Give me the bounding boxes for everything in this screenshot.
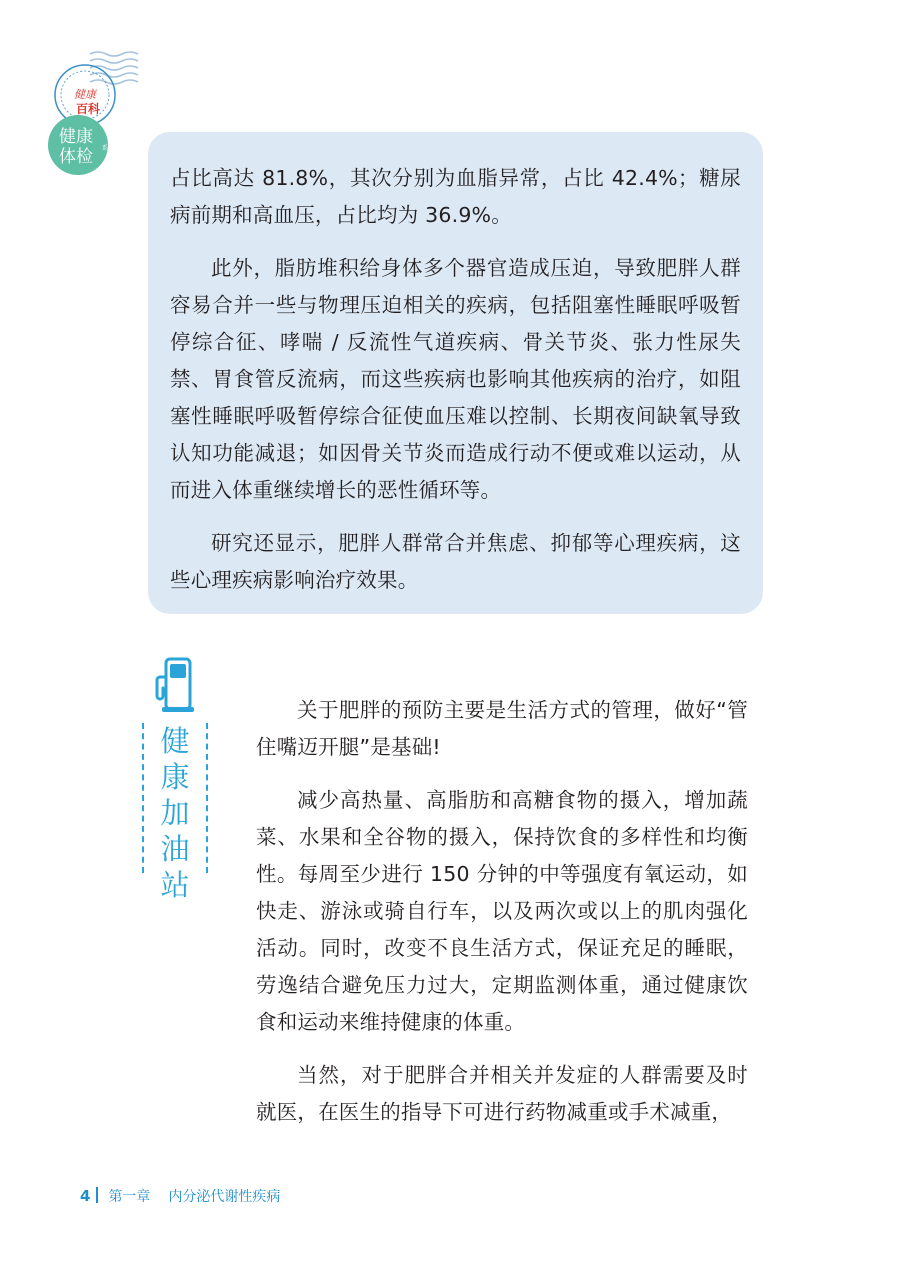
main-text bbox=[256, 692, 748, 1131]
logo-sub-text: 体检 bbox=[59, 147, 93, 167]
title-char: 健 bbox=[160, 724, 190, 758]
main-paragraph-1: 关于肥胖的预防主要是生活方式的管理，做好“管住嘴迈开腿”是基础! bbox=[256, 698, 748, 759]
stamp-text-a: 健康 bbox=[74, 88, 96, 101]
info-paragraph-1: 占比高达 81.8%，其次分别为血脂异常，占比 42.4%；糖尿病前期和高血压，占比均为 36.9%。 bbox=[170, 166, 741, 227]
stamp-logo-icon bbox=[40, 40, 150, 185]
footer-divider bbox=[96, 1187, 98, 1203]
info-box bbox=[148, 132, 763, 614]
chapter-number: 第一章 bbox=[108, 1189, 151, 1205]
info-paragraph-2: 此外，脂肪堆积给身体多个器官造成压迫，导致肥胖人群容易合并一些与物理压迫相关的疾病，包括阻塞性睡眠呼吸暂停综合征、哮喘 / 反流性气道疾病、骨关节炎、张力性尿失禁、胃食管反流病，而这些疾病也影响其他疾病的治疗，如阻塞性睡眠呼吸暂停综合征使血压难以控制、长期夜间缺氧导致认知功能减退；如因骨关节炎而造成行动不便或难以运动，从而进入体重继续增长的恶性循环等。 bbox=[170, 256, 741, 502]
stamp-text-b: 百科 bbox=[75, 102, 101, 116]
title-char: 加 bbox=[160, 796, 190, 830]
title-char: 康 bbox=[160, 760, 190, 794]
vertical-title bbox=[142, 723, 208, 902]
info-paragraph-3: 研究还显示，肥胖人群常合并焦虑、抑郁等心理疾病，这些心理疾病影响治疗效果。 bbox=[170, 531, 741, 592]
title-char: 油 bbox=[160, 832, 190, 866]
main-paragraph-2: 减少高热量、高脂肪和高糖食物的摄入，增加蔬菜、水果和全谷物的摄入，保持饮食的多样性和均衡性。每周至少进行 150 分钟的中等强度有氧运动，如快走、游泳或骑自行车，以及两次或以上的肌肉强化活动。同时，改变不良生活方式，保证充足的睡眠，劳逸结合避免压力过大，定期监测体重，通过健康饮食和运动来维持健康的体重。 bbox=[256, 788, 748, 1034]
page-number: 4 bbox=[80, 1187, 91, 1205]
chapter-name: 内分泌代谢性疾病 bbox=[168, 1189, 281, 1205]
logo-main-text: 健康 bbox=[59, 127, 93, 147]
main-paragraph-3: 当然，对于肥胖合并相关并发症的人群需要及时就医，在医生的指导下可进行药物减重或手术减重， bbox=[256, 1063, 748, 1124]
title-char: 站 bbox=[160, 868, 190, 902]
health-station-label bbox=[142, 655, 208, 902]
fuel-pump-icon bbox=[150, 655, 198, 713]
logo-series-text: 系列 bbox=[102, 145, 115, 152]
series-logo bbox=[40, 40, 150, 185]
page-footer bbox=[80, 1186, 280, 1206]
